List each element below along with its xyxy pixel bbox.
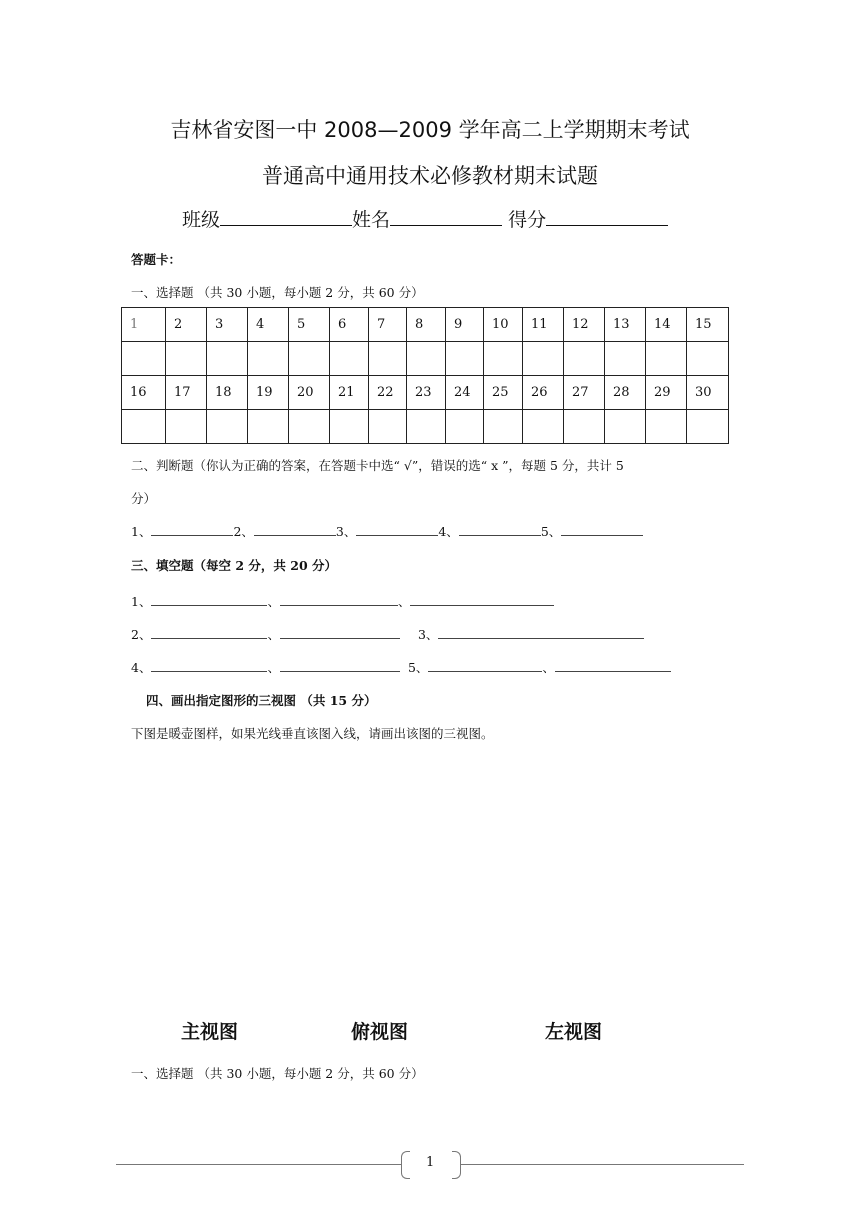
- question-number-cell: 21: [330, 376, 369, 410]
- answer-cell[interactable]: [166, 410, 207, 444]
- fill-blank-1a[interactable]: [151, 593, 267, 606]
- section3-title: 三、填空题（每空 2 分，共 20 分）: [131, 558, 338, 573]
- question-number-cell: 19: [248, 376, 289, 410]
- fill-blank-3[interactable]: [438, 626, 644, 639]
- question-number-cell: 12: [564, 308, 605, 342]
- answer-cell[interactable]: [369, 342, 407, 376]
- answer-cell[interactable]: [523, 342, 564, 376]
- table-row-numbers-1: [122, 308, 729, 342]
- answer-cell[interactable]: [646, 410, 687, 444]
- answer-cell[interactable]: [248, 342, 289, 376]
- question-number-cell: 5: [289, 308, 330, 342]
- answer-cell[interactable]: [687, 342, 729, 376]
- question-number-cell: 7: [369, 308, 407, 342]
- fill-row-1: [131, 592, 554, 610]
- question-number-cell: 27: [564, 376, 605, 410]
- answer-cell[interactable]: [407, 410, 446, 444]
- question-number-cell: 13: [605, 308, 646, 342]
- class-blank[interactable]: [220, 205, 352, 226]
- score-label: 得分: [508, 209, 547, 231]
- section1-title-repeat: 一、选择题 （共 30 小题，每小题 2 分，共 60 分）: [131, 1066, 424, 1081]
- class-label: 班级: [182, 209, 221, 231]
- view-label-front: 主视图: [181, 1021, 239, 1043]
- answer-cell[interactable]: [122, 410, 166, 444]
- answer-cell[interactable]: [646, 342, 687, 376]
- table-row-numbers-2: [122, 376, 729, 410]
- document-title: 吉林省安图一中 2008—2009 学年高二上学期期末考试: [170, 118, 690, 142]
- fill-blank-2b[interactable]: [280, 626, 400, 639]
- question-number-cell: 23: [407, 376, 446, 410]
- judge-blank-3[interactable]: [356, 523, 438, 536]
- table-row-answers-2: [122, 410, 729, 444]
- footer-bracket-right: [452, 1151, 461, 1179]
- question-number-cell: 15: [687, 308, 729, 342]
- answer-cell[interactable]: [484, 410, 523, 444]
- question-number-cell: 2: [166, 308, 207, 342]
- section2-title: 二、判断题（你认为正确的答案，在答题卡中选“ √”，错误的选“ x ”，每题 5 分，共计 5: [131, 458, 624, 473]
- answer-cell[interactable]: [207, 342, 248, 376]
- question-number-cell: 6: [330, 308, 369, 342]
- question-number-cell: 29: [646, 376, 687, 410]
- answer-cell[interactable]: [166, 342, 207, 376]
- question-number-cell: 14: [646, 308, 687, 342]
- answer-table: [121, 307, 729, 444]
- answer-cell[interactable]: [564, 410, 605, 444]
- name-blank[interactable]: [390, 205, 502, 226]
- question-number-cell: 11: [523, 308, 564, 342]
- question-number-cell: 17: [166, 376, 207, 410]
- fill-sep: 、: [267, 627, 280, 642]
- table-row-answers-1: [122, 342, 729, 376]
- answer-cell[interactable]: [207, 410, 248, 444]
- fill-label-2: 2、: [131, 627, 152, 642]
- answer-cell[interactable]: [407, 342, 446, 376]
- document-subtitle: 普通高中通用技术必修教材期末试题: [262, 164, 598, 188]
- answer-cell[interactable]: [605, 410, 646, 444]
- answer-cell[interactable]: [605, 342, 646, 376]
- fill-sep: 、: [542, 660, 555, 675]
- answer-cell[interactable]: [687, 410, 729, 444]
- view-label-left: 左视图: [545, 1021, 603, 1043]
- question-number-cell: 3: [207, 308, 248, 342]
- fill-sep: 、: [267, 660, 280, 675]
- question-number-cell: 25: [484, 376, 523, 410]
- answer-cell[interactable]: [330, 410, 369, 444]
- question-number-cell: 8: [407, 308, 446, 342]
- section1-title: 一、选择题 （共 30 小题，每小题 2 分，共 60 分）: [131, 285, 424, 300]
- question-number-cell: 22: [369, 376, 407, 410]
- judge-blank-4[interactable]: [459, 523, 541, 536]
- judge-label-3: 3、: [335, 524, 357, 539]
- judge-label-2: 2、: [233, 524, 254, 539]
- answer-card-label: 答题卡：: [131, 252, 182, 267]
- fill-label-5: 5、: [407, 660, 429, 675]
- footer-rule-left: [116, 1164, 402, 1165]
- judge-label-5: 5、: [540, 524, 562, 539]
- fill-blank-5b[interactable]: [555, 659, 671, 672]
- judge-answer-row: [131, 522, 643, 540]
- question-number-cell: 24: [446, 376, 484, 410]
- answer-cell[interactable]: [248, 410, 289, 444]
- answer-cell[interactable]: [564, 342, 605, 376]
- question-number-cell: 4: [248, 308, 289, 342]
- answer-cell[interactable]: [446, 410, 484, 444]
- fill-sep: 、: [397, 594, 411, 609]
- student-info-line: [182, 205, 668, 232]
- fill-blank-4a[interactable]: [151, 659, 267, 672]
- answer-cell[interactable]: [446, 342, 484, 376]
- fill-row-3: [131, 658, 671, 676]
- question-number-cell: 10: [484, 308, 523, 342]
- fill-sep: 、: [267, 594, 280, 609]
- answer-cell[interactable]: [369, 410, 407, 444]
- section2-title-cont: 分）: [131, 491, 157, 506]
- footer-bracket-left: [401, 1151, 410, 1179]
- question-number-cell: 20: [289, 376, 330, 410]
- answer-cell[interactable]: [523, 410, 564, 444]
- fill-row-2: [131, 625, 644, 643]
- answer-cell[interactable]: [122, 342, 166, 376]
- score-blank[interactable]: [546, 205, 668, 226]
- fill-label-1: 1、: [131, 594, 152, 609]
- answer-cell[interactable]: [289, 410, 330, 444]
- view-label-top: 俯视图: [351, 1021, 409, 1043]
- judge-label-4: 4、: [438, 524, 459, 539]
- question-number-cell: 28: [605, 376, 646, 410]
- question-number-cell: 30: [687, 376, 729, 410]
- question-number-cell: 1: [122, 308, 166, 342]
- fill-label-4: 4、: [131, 660, 152, 675]
- judge-blank-5[interactable]: [561, 523, 643, 536]
- answer-cell[interactable]: [289, 342, 330, 376]
- fill-blank-1c[interactable]: [410, 593, 554, 606]
- judge-blank-2[interactable]: [254, 523, 336, 536]
- answer-cell[interactable]: [484, 342, 523, 376]
- name-label: 姓名: [352, 209, 391, 231]
- question-number-cell: 9: [446, 308, 484, 342]
- page-number: 1: [426, 1155, 435, 1170]
- judge-blank-1[interactable]: [151, 523, 233, 536]
- question-number-cell: 18: [207, 376, 248, 410]
- fill-label-3: 3、: [417, 627, 439, 642]
- fill-blank-5a[interactable]: [428, 659, 542, 672]
- fill-blank-1b[interactable]: [280, 593, 398, 606]
- question-number-cell: 26: [523, 376, 564, 410]
- question-number-cell: 16: [122, 376, 166, 410]
- judge-label-1: 1、: [131, 524, 152, 539]
- section4-title: 四、画出指定图形的三视图 （共 15 分）: [146, 693, 377, 708]
- fill-blank-4b[interactable]: [280, 659, 400, 672]
- answer-cell[interactable]: [330, 342, 369, 376]
- section4-instruction: 下图是暖壶图样，如果光线垂直该图入线，请画出该图的三视图。: [131, 726, 494, 741]
- footer-rule-right: [460, 1164, 744, 1165]
- fill-blank-2a[interactable]: [151, 626, 267, 639]
